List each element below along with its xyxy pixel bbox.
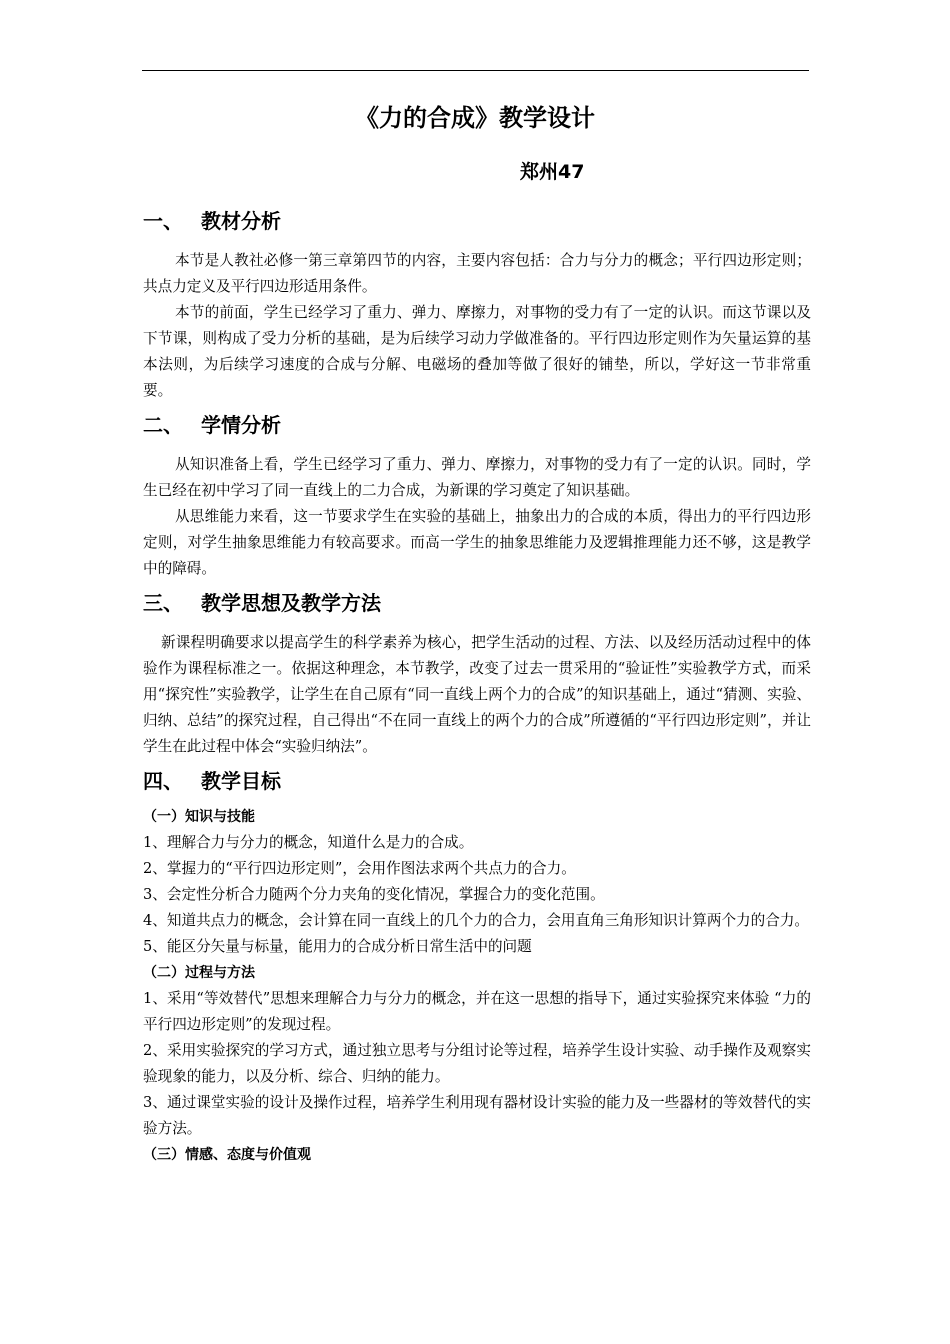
paragraph: 本节的前面，学生已经学习了重力、弹力、摩擦力，对事物的受力有了一定的认识。而这节课以及下节课，则构成了受力分析的基础，是为后续学习动力学做准备的。平行四边形定则作为矢量运算的基本法则，为后续学习速度的合成与分解、电磁场的叠加等做了很好的铺垫，所以，学好这一节非常重要。 bbox=[143, 304, 811, 399]
list-item: 3、通过课堂实验的设计及操作过程，培养学生利用现有器材设计实验的能力及一些器材的等效替代的实验方法。 bbox=[143, 1094, 811, 1137]
section-title: 学情分析 bbox=[201, 413, 281, 437]
section-heading bbox=[143, 204, 811, 238]
list-item: 4、知道共点力的概念，会计算在同一直线上的几个力的合力，会用直角三角形知识计算两个力的合力。 bbox=[143, 912, 810, 929]
document-title: 《力的合成》教学设计 bbox=[355, 104, 595, 132]
paragraph: 从思维能力来看，这一节要求学生在实验的基础上，抽象出力的合成的本质，得出力的平行四边形定则，对学生抽象思维能力有较高要求。而高一学生的抽象思维能力及逻辑推理能力还不够，这是教学中的障碍。 bbox=[143, 508, 811, 577]
section-number: 一、 bbox=[143, 209, 183, 233]
list-item: 3、会定性分析合力随两个分力夹角的变化情况，掌握合力的变化范围。 bbox=[143, 886, 605, 903]
section-heading bbox=[143, 764, 811, 798]
subsection-label: （三）情感、态度与价值观 bbox=[143, 1147, 311, 1163]
section-number: 二、 bbox=[143, 413, 183, 437]
list-item: 2、掌握力的“平行四边形定则”，会用作图法求两个共点力的合力。 bbox=[143, 860, 576, 877]
list-item: 2、采用实验探究的学习方式，通过独立思考与分组讨论等过程，培养学生设计实验、动手操作及观察实验现象的能力，以及分析、综合、归纳的能力。 bbox=[143, 1042, 811, 1085]
document-body bbox=[143, 204, 811, 1168]
paragraph: 新课程明确要求以提高学生的科学素养为核心，把学生活动的过程、方法、以及经历活动过程中的体验作为课程标准之一。依据这种理念，本节教学，改变了过去一贯采用的“验证性”实验教学方式，而采用“探究性”实验教学，让学生在自己原有“同一直线上两个力的合成”的知识基础上，通过“猜测、实验、归纳、总结”的探究过程，自己得出“不在同一直线上的两个力的合成”所遵循的“平行四边形定则”，并让学生在此过程中体会“实验归纳法”。 bbox=[143, 634, 811, 755]
subsection-label: （二）过程与方法 bbox=[143, 965, 255, 981]
section-title: 教学目标 bbox=[201, 769, 281, 793]
list-item: 5、能区分矢量与标量，能用力的合成分析日常生活中的问题 bbox=[143, 938, 532, 955]
section-title: 教材分析 bbox=[201, 209, 281, 233]
list-item: 1、理解合力与分力的概念，知道什么是力的合成。 bbox=[143, 834, 474, 851]
section-number: 四、 bbox=[143, 769, 183, 793]
section-title: 教学思想及教学方法 bbox=[201, 591, 381, 615]
section-heading bbox=[143, 408, 811, 442]
section-heading bbox=[143, 586, 811, 620]
subsection-label: （一）知识与技能 bbox=[143, 809, 255, 825]
list-item: 1、采用“等效替代”思想来理解合力与分力的概念，并在这一思想的指导下，通过实验探究来体验 “力的平行四边形定则”的发现过程。 bbox=[143, 990, 811, 1033]
section-number: 三、 bbox=[143, 591, 183, 615]
paragraph: 从知识准备上看，学生已经学习了重力、弹力、摩擦力，对事物的受力有了一定的认识。同时，学生已经在初中学习了同一直线上的二力合成，为新课的学习奠定了知识基础。 bbox=[143, 456, 811, 499]
paragraph: 本节是人教社必修一第三章第四节的内容，主要内容包括：合力与分力的概念；平行四边形定则；共点力定义及平行四边形适用条件。 bbox=[143, 252, 811, 295]
author-line: 郑州47 bbox=[520, 161, 585, 183]
header-rule bbox=[142, 70, 809, 71]
